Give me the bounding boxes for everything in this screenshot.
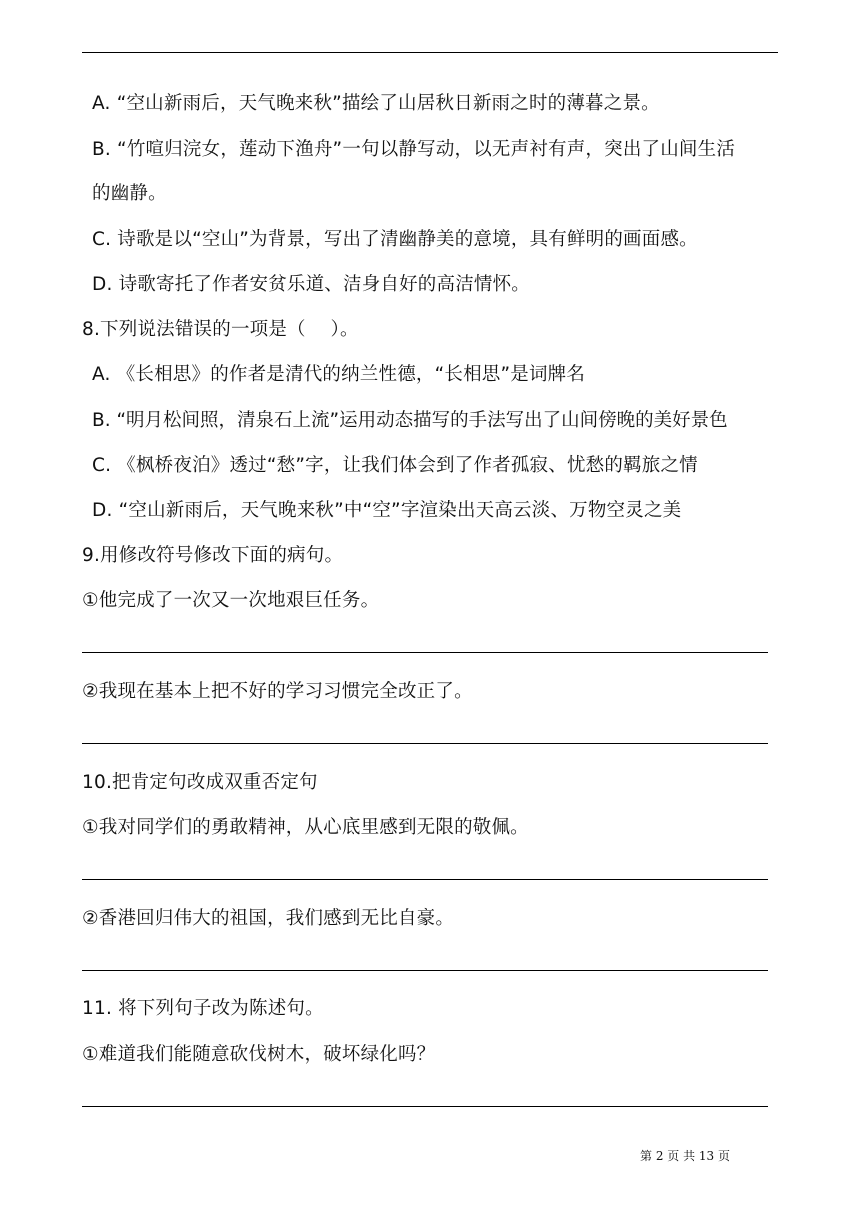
q11-item-1: ①难道我们能随意砍伐树木，破坏绿化吗？ (82, 1044, 436, 1065)
answer-line[interactable] (82, 1106, 768, 1107)
answer-line[interactable] (82, 879, 768, 880)
q7-option-c: C. 诗歌是以“空山”为背景，写出了清幽静美的意境，具有鲜明的画面感。 (92, 229, 698, 250)
answer-line[interactable] (82, 652, 768, 653)
q7-option-d: D. 诗歌寄托了作者安贫乐道、洁身自好的高洁情怀。 (92, 274, 531, 295)
q8-option-b: B. “明月松间照，清泉石上流”运用动态描写的手法写出了山间傍晚的美好景色 (92, 410, 728, 431)
page-number: 第 2 页 共 13 页 (640, 1149, 730, 1163)
q10-stem: 10.把肯定句改成双重否定句 (82, 772, 318, 793)
q11-stem: 11. 将下列句子改为陈述句。 (82, 998, 324, 1019)
q9-stem: 9.用修改符号修改下面的病句。 (82, 545, 344, 566)
q7-option-b: B. “竹喧归浣女，莲动下渔舟”一句以静写动，以无声衬有声，突出了山间生活 (92, 139, 736, 160)
answer-line[interactable] (82, 970, 768, 971)
q8-option-c: C. 《枫桥夜泊》透过“愁”字，让我们体会到了作者孤寂、忧愁的羁旅之情 (92, 455, 698, 476)
q10-item-1: ①我对同学们的勇敢精神，从心底里感到无限的敬佩。 (82, 817, 529, 838)
header-rule (82, 52, 778, 53)
q9-item-1: ①他完成了一次又一次地艰巨任务。 (82, 590, 380, 611)
answer-line[interactable] (82, 743, 768, 744)
q8-option-a: A. 《长相思》的作者是清代的纳兰性德，“长相思”是词牌名 (92, 364, 586, 385)
q8-stem: 8.下列说法错误的一项是（ ）。 (82, 319, 359, 340)
q9-item-2: ②我现在基本上把不好的学习习惯完全改正了。 (82, 681, 473, 702)
q7-option-b-continued: 的幽静。 (92, 183, 167, 204)
q10-item-2: ②香港回归伟大的祖国，我们感到无比自豪。 (82, 908, 455, 929)
q8-option-d: D. “空山新雨后，天气晚来秋”中“空”字渲染出天高云淡、万物空灵之美 (92, 500, 682, 521)
q7-option-a: A. “空山新雨后，天气晚来秋”描绘了山居秋日新雨之时的薄暮之景。 (92, 93, 660, 114)
